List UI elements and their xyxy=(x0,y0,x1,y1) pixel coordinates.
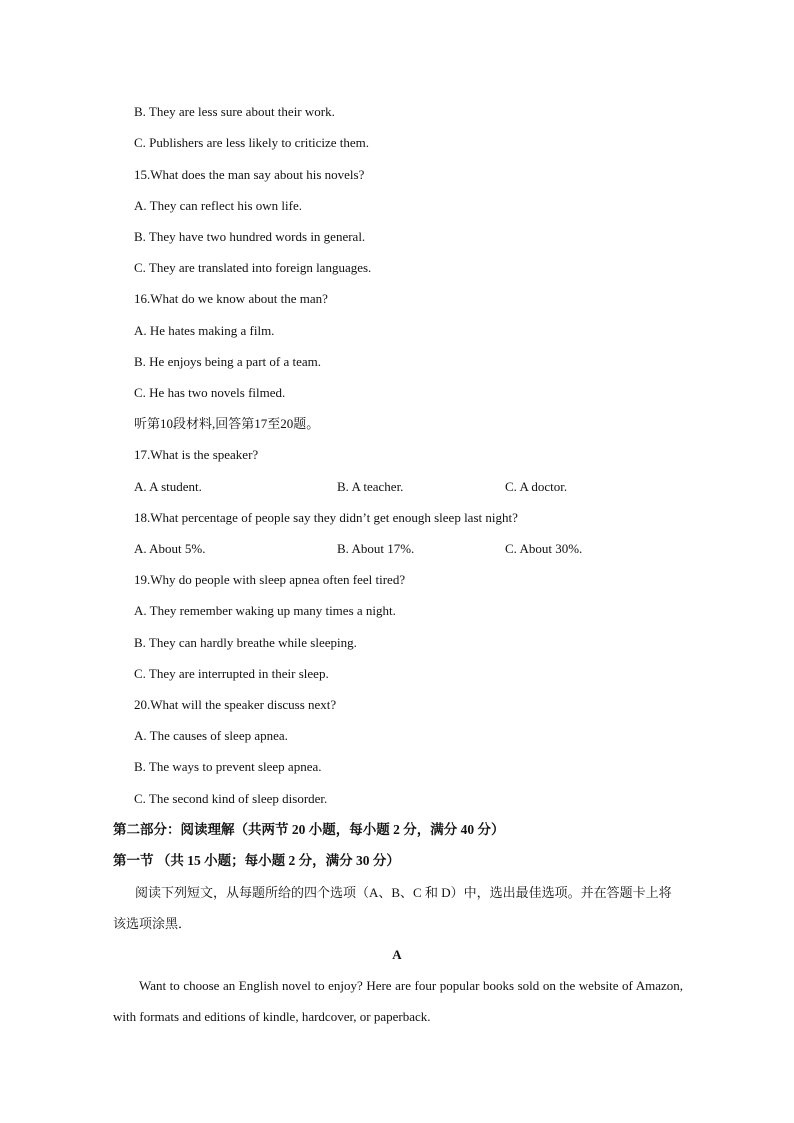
q15-question: 15.What does the man say about his novels? xyxy=(134,167,365,182)
q18-question: 18.What percentage of people say they didn’t get enough sleep last night? xyxy=(134,510,518,525)
q18-option-c: C. About 30%. xyxy=(505,541,583,556)
part2-heading: 第二部分：阅读理解（共两节 20 小题，每小题 2 分，满分 40 分） xyxy=(113,822,505,837)
q16-option-a: A. He hates making a film. xyxy=(134,323,275,338)
q15-option-c: C. They are translated into foreign languages. xyxy=(134,260,372,275)
q17-option-a: A. A student. xyxy=(134,479,202,494)
section1-heading: 第一节 （共 15 小题；每小题 2 分，满分 30 分） xyxy=(113,853,400,868)
q19-option-c: C. They are interrupted in their sleep. xyxy=(134,666,329,681)
q14-option-c: C. Publishers are less likely to criticize them. xyxy=(134,135,370,150)
passage-intro: Want to choose an English novel to enjoy? Here are four popular books sold on the website of Amazon, with formats and editions of kindle, hardcover, or paperback. xyxy=(113,978,683,1024)
q18-option-a: A. About 5%. xyxy=(134,541,206,556)
q16-option-c: C. He has two novels filmed. xyxy=(134,385,286,400)
q15-option-a: A. They can reflect his own life. xyxy=(134,198,302,213)
q18-option-b: B. About 17%. xyxy=(337,541,415,556)
q17-question: 17.What is the speaker? xyxy=(134,447,259,462)
q17-option-c: C. A doctor. xyxy=(505,479,568,494)
q19-option-a: A. They remember waking up many times a night. xyxy=(134,603,396,618)
q15-option-b: B. They have two hundred words in general. xyxy=(134,229,366,244)
q20-question: 20.What will the speaker discuss next? xyxy=(134,697,337,712)
q17-option-b: B. A teacher. xyxy=(337,479,404,494)
q20-option-c: C. The second kind of sleep disorder. xyxy=(134,791,328,806)
q20-option-b: B. The ways to prevent sleep apnea. xyxy=(134,759,322,774)
passage-label: A xyxy=(392,947,402,962)
q14-option-b: B. They are less sure about their work. xyxy=(134,104,335,119)
section-instruction-10: 听第10段材料,回答第17至20题。 xyxy=(134,416,320,431)
q19-option-b: B. They can hardly breathe while sleeping. xyxy=(134,635,357,650)
q16-option-b: B. He enjoys being a part of a team. xyxy=(134,354,321,369)
section1-instruction: 阅读下列短文，从每题所给的四个选项（A、B、C 和 D）中，选出最佳选项。并在答题卡上将该选项涂黑． xyxy=(113,885,672,931)
q20-option-a: A. The causes of sleep apnea. xyxy=(134,728,288,743)
q16-question: 16.What do we know about the man? xyxy=(134,291,328,306)
q19-question: 19.Why do people with sleep apnea often feel tired? xyxy=(134,572,406,587)
